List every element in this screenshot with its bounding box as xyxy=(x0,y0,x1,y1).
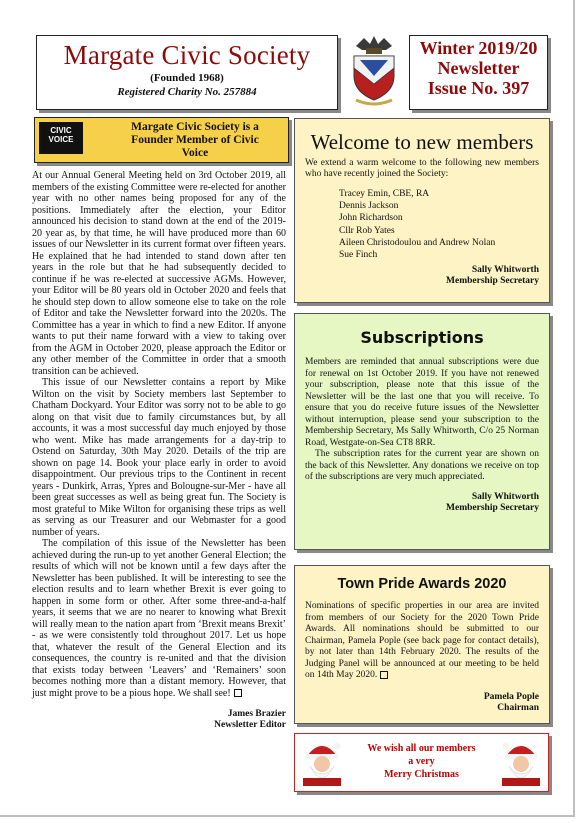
subscriptions-paragraph: The subscription rates for the current year are shown on the back of this Newsletter. Any donations we receive on top of the subscriptions are very much appreciated. xyxy=(305,449,539,482)
welcome-sig-name: Sally Whitworth xyxy=(471,265,539,276)
santa-icon xyxy=(301,738,343,786)
town-pride-sig-title: Chairman xyxy=(497,702,539,713)
welcome-intro: We extend a warm welcome to the following new members who have recently joined the Society: xyxy=(305,158,539,179)
subscriptions-sig-name: Sally Whitworth xyxy=(471,491,539,502)
welcome-heading: Welcome to new members xyxy=(310,130,534,154)
welcome-box xyxy=(294,118,550,303)
town-pride-paragraph xyxy=(305,601,539,682)
civic-voice-text: Margate Civic Society is a Founder Member of Civic Voice xyxy=(131,121,259,159)
subscriptions-box xyxy=(294,313,550,550)
santa-icon xyxy=(500,738,542,786)
editorial-paragraph: This issue of our Newsletter contains a report by Mike Wilton on the visit by Society members last September to Chatham Dockyard. Your Editor was sorry not to be able to go along on that visit due to family circumstances but, by all accounts, it was a most successful day much enjoyed by those who went. Mike has made arrangements for a day-trip to Ostend on Saturday, 30th May 2020. Details of the trip are shown on page 14. Book your place early in order to avoid disappointment. Our previous trips to the Continent in recent years - Dunkirk, Arras, Ypres and Bolougne-sur-Mer - have all been great successes as well as being great fun. The Society is most grateful to Mike Wilton for organising these trips as well as serving as our Treasurer and our Webmaster for a good number of years. xyxy=(32,377,286,538)
member-item: Cllr Rob Yates xyxy=(339,225,395,236)
member-item: Aileen Christodoulou and Andrew Nolan xyxy=(339,237,496,248)
welcome-sig-title: Membership Secretary xyxy=(446,276,539,287)
masthead xyxy=(36,35,338,110)
civic-voice-box xyxy=(34,117,289,163)
editor-name: James Brazier xyxy=(227,709,286,719)
subscriptions-paragraph: Members are reminded that annual subscriptions were due for renewal on 1st October 2019. If you have not renewed your subscription, please note that this issue of the Newsletter will be the last one that you will receive. To ensure that you do receive future issues of the Newsletter without interruption, please send your subscription to the Membership Secretary, Ms Sally Whitworth, C/o 25 Norman Road, Westgate-on-Sea CT8 8RR. xyxy=(305,357,539,448)
editor-title: Newsletter Editor xyxy=(214,720,286,730)
member-item: Sue Finch xyxy=(339,250,378,261)
town-pride-heading: Town Pride Awards 2020 xyxy=(337,576,507,592)
christmas-box xyxy=(294,733,549,792)
christmas-line-1: We wish all our members xyxy=(367,743,476,754)
member-item: Dennis Jackson xyxy=(339,201,399,212)
editorial-paragraph-text: The compilation of this issue of the Newsletter has been achieved during the run-up to yet another General Election; the results of which will not be known until a few days after the Newsletter has been published. It will be interesting to see the election results and to learn whether Brexit is ever going to happen in some form or other. After some three-and-a-half years, it seems that we are no nearer to knowing what Brexit will really mean to the nation apart from ‘Brexit means Brexit’ - as we were consistently told throughout 2017. Let us hope that, whatever the result of the General Election and its consequences, the country is re-united and that the division that exists today between ‘Leavers’ and ‘Remainers’ soon becomes nothing more than a distant memory. However, that just might prove to be a pious hope. We shall see! xyxy=(32,538,286,699)
editorial-paragraph xyxy=(32,538,286,699)
town-pride-signature xyxy=(295,692,539,714)
crest-icon xyxy=(346,32,402,108)
town-pride-box xyxy=(294,565,550,724)
members-list xyxy=(339,188,549,261)
editorial-paragraph: At our Annual General Meeting held on 3rd October 2019, all members of the existing Committee were re-elected for another year with no other names being proposed for any of the positions. Immediately after the election, your Editor announced his decision to stand down at the end of the 2019-20 year as, by that time, he will have produced more than 60 issues of our Newsletter in its current format over fifteen years. He explained that he had intended to stand down after ten years in the role but that he had subsequently decided to continue if he was re-elected at successive AGMs. However, your Editor will be 80 years old in October 2020 and feels that he should step down to allow someone else to take on the role of Editor and take the Newsletter forward into the 2020s. The Committee has a year in which to find a new Editor. If anyone wants to put their name forward with a view to taking over from the AGM in October 2020, please approach the Editor or any other member of the Committee in order that a smooth transition can be achieved. xyxy=(32,170,286,377)
christmas-message xyxy=(351,742,492,781)
end-mark-icon xyxy=(380,671,388,679)
town-pride-sig-name: Pamela Pople xyxy=(483,691,539,702)
member-item: Tracey Emin, CBE, RA xyxy=(339,189,430,199)
welcome-signature xyxy=(295,265,539,287)
issue-number: Issue No. 397 xyxy=(427,78,530,98)
town-pride-text: Nominations of specific properties in our area are invited from members of our Society for the 2020 Town Pride Awards. All nominations should be submitted to our Chairman, Pamela Pople (see back page for contact details), by not later than 14th February 2020. The results of the Judging Panel will be announced at our meeting to be held on 14th May 2020. xyxy=(305,601,539,680)
issue-season: Winter 2019/20 xyxy=(419,38,538,58)
founded-line: (Founded 1968) xyxy=(150,72,224,84)
christmas-line-3: Merry Christmas xyxy=(384,769,459,780)
end-mark-icon xyxy=(234,689,242,697)
editorial-column xyxy=(32,170,286,731)
issue-box xyxy=(409,35,548,110)
civic-voice-logo-text: CIVIC VOICE xyxy=(48,126,74,144)
subscriptions-heading: Subscriptions xyxy=(360,328,484,347)
civic-voice-logo xyxy=(39,122,83,154)
charity-number: Registered Charity No. 257884 xyxy=(117,86,257,98)
editor-signature xyxy=(32,709,286,731)
member-item: John Richardson xyxy=(339,213,403,224)
issue-label: Newsletter xyxy=(437,58,520,78)
society-title: Margate Civic Society xyxy=(63,40,311,70)
christmas-line-2: a very xyxy=(408,756,435,767)
subscriptions-sig-title: Membership Secretary xyxy=(446,502,539,513)
subscriptions-signature xyxy=(295,492,539,514)
